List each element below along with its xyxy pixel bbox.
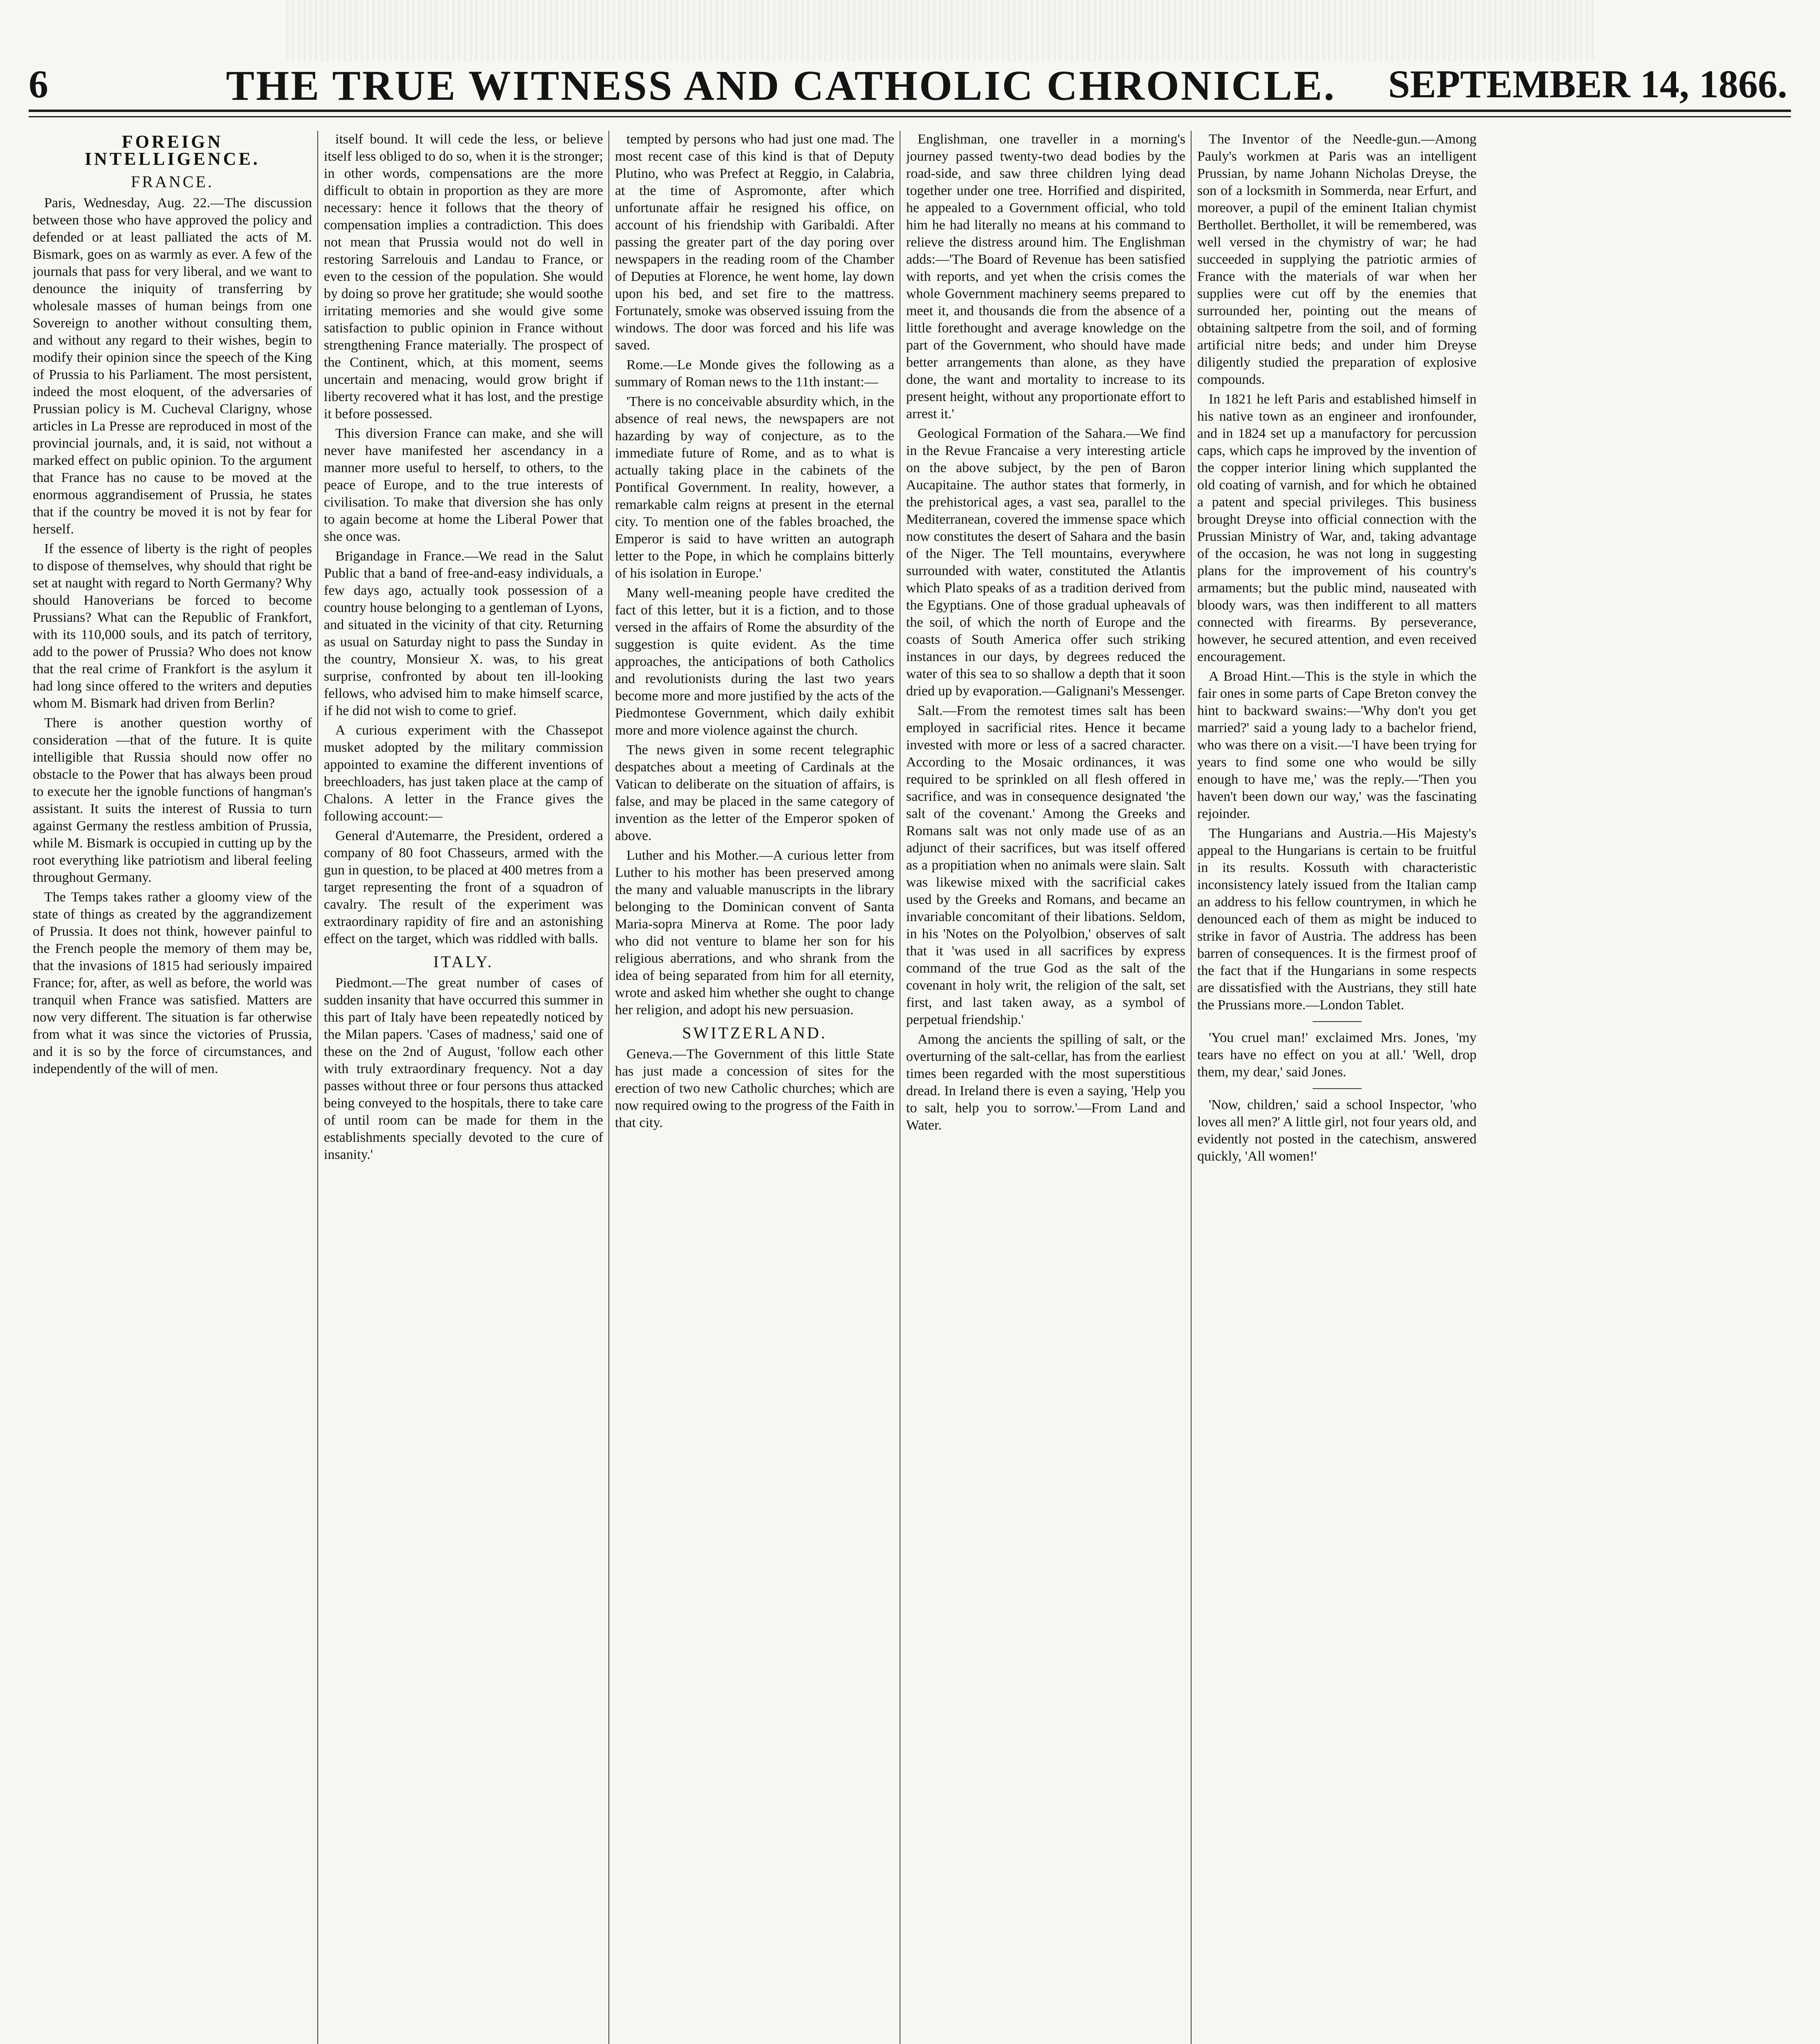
article-paragraph: Brigandage in France.—We read in the Salut Public that a band of free-and-easy individuals, a few days ago, actually took possession of a country house belonging to a gentleman of Lyons, and situated in the vicinity of that city. Returning as usual on Saturday night to pass the Sunday in the country, Monsieur X. was, to his great surprise, confronted by about ten ill-looking fellows, who advised him to make himself scarce, if he did not wish to come to grief. [324,549,603,718]
article-paragraph: Many well-meaning people have credited the fact of this letter, but it is a fiction, and to those versed in the affairs of Rome the absurdity of the suggestion is quite evident. As the time approaches, the anticipations of both Catholics and revolutionists during the last two years become more and more justified by the acts of the Piedmontese Government, which daily exhibit more and more violence against the church. [615,585,894,738]
column-separator [1191,131,1192,2044]
article-paragraph: 'You cruel man!' exclaimed Mrs. Jones, 'my tears have no effect on you at all.' 'Well, drop them, my dear,' said Jones. [1197,1030,1477,1080]
article-paragraph: If the essence of liberty is the right of peoples to dispose of themselves, why should that right be set at naught with regard to North Germany? Why should Hanoverians be forced to become Prussians? What can the Republic of Frankfort, with its 110,000 souls, and its patch of territory, add to the power of Prussia? Who does not know that the real crime of Frankfort is the asylum it had long since offered to the writers and deputies whom M. Bismark had driven from Berlin? [33,541,312,711]
issue-date: SEPTEMBER 14, 1866. [1388,62,1787,106]
column-4 [906,131,1185,2044]
article-paragraph: Paris, Wednesday, Aug. 22.—The discussion between those who have approved the policy and defended or at least palliated the acts of M. Bismark, goes on as warmly as ever. A few of the journals that pass for very liberal, and we want to denounce the iniquity of transferring by wholesale masses of human beings from one Sovereign to another without consulting them, and without any regard to their wishes, begin to modify their opinion since the speech of the King of Prussia to his Parliament. The most persistent, indeed the most eloquent, of the adversaries of Prussian policy is M. Cucheval Clarigny, whose articles in La Presse are reproduced in most of the provincial journals, and, it is said, not without a marked effect on public opinion. To the argument that France has no cause to be moved at the enormous aggrandisement of Prussia, he states that if the country be moved it is not by fear for herself. [33,195,312,537]
article-paragraph: Luther and his Mother.—A curious letter from Luther to his mother has been preserved among the many and valuable manuscripts in the library belonging to the Dominican convent of Santa Maria-sopra Minerva at Rome. The poor lady who did not venture to blame her son for his religious aberrations, and who shrank from the idea of being separated from him for all eternity, wrote and asked him whether she ought to change her religion, and adopt his new persuasion. [615,848,894,1018]
column-1 [33,131,312,2044]
newspaper-title: THE TRUE WITNESS AND CATHOLIC CHRONICLE. [226,62,1336,109]
article-divider [1313,1021,1362,1022]
article-paragraph: A Broad Hint.—This is the style in which the fair ones in some parts of Cape Breton convey the hint to backward swains:—'Why don't you get married?' said a young lady to a bachelor friend, who was there on a visit.—'I have been trying for years to find some one who would be silly enough to have me,' was the reply.—'Then you haven't been down our way,' was the fascinating rejoinder. [1197,669,1477,821]
article-paragraph: itself bound. It will cede the less, or believe itself less obliged to do so, when it is the stronger; in other words, compensations are the more difficult to obtain in proportion as they are more necessary: hence it follows that the theory of compensation implies a contradiction. This does not mean that Prussia would not do well in restoring Sarrelouis and Landau to France, or even to the cession of the population. She would by doing so prove her gratitude; she would soothe irritating memories and she would give some satisfaction to public opinion in France without strengthening France materially. The prospect of the Continent, which, at this moment, seems uncertain and menacing, would grow bright if liberty recovered what it has lost, and the prestige it before possessed. [324,132,603,421]
article-paragraph: Among the ancients the spilling of salt, or the overturning of the salt-cellar, has from the earliest times been regarded with the most superstitious dread. In Ireland there is even a saying, 'Help you to salt, help you to sorrow.'—From Land and Water. [906,1032,1185,1133]
article-paragraph: Geological Formation of the Sahara.—We find in the Revue Francaise a very interesting article on the above subject, by the pen of Baron Aucapitaine. The author states that formerly, in the prehistorical ages, a vast sea, parallel to the Mediterranean, covered the immense space which now constitutes the desert of Sahara and the basin of the Niger. The Tell mountains, everywhere surrounded with water, constituted the Atlantis which Plato speaks of as a tradition derived from the Egyptians. One of those gradual upheavals of the soil, of which the north of Europe and the coasts of South America offer such striking instances in our days, by degrees reduced the water of this sea to so shallow a depth that it soon dried up by evaporation.—Galignani's Messenger. [906,426,1185,699]
masthead-rule [29,110,1791,112]
article-paragraph: The news given in some recent telegraphic despatches about a meeting of Cardinals at the Vatican to deliberate on the situation of affairs, is false, and may be placed in the same category of invention as the letter of the Emperor spoken of above. [615,742,894,843]
section-heading: FOREIGN INTELLIGENCE. [85,132,260,169]
article-paragraph: There is another question worthy of consideration —that of the future. It is quite intelligible that Russia should now offer no obstacle to the Power that has always been proud to execute her the ignoble functions of hangman's assistant. It suits the interest of Russia to turn against Germany the restless ambition of Prussia, while M. Bismark is occupied in cutting up by the root everything like patriotism and liberal feeling throughout Germany. [33,715,312,885]
article-paragraph: tempted by persons who had just one mad. The most recent case of this kind is that of Deputy Plutino, who was Prefect at Reggio, in Calabria, at the time of Aspromonte, after which unfortunate affair he resigned his office, on account of his friendship with Garibaldi. After passing the greater part of the day poring over newspapers in the reading room of the Chamber of Deputies at Florence, he went home, lay down upon his bed, and set fire to the mattress. Fortunately, smoke was observed issuing from the windows. The door was forced and his life was saved. [615,132,894,353]
article-paragraph: A curious experiment with the Chassepot musket adopted by the military commission appointed to examine the different inventions of breechloaders, has just taken place at the camp of Chalons. A letter in the France gives the following account:— [324,723,603,824]
column-separator [317,131,318,2044]
article-paragraph: 'There is no conceivable absurdity which, in the absence of real news, the newspapers are not hazarding by way of conjecture, as to the immediate future of Rome, and as to what is actually taking place in the cabinets of the Pontifical Government. In reality, however, a remarkable calm reigns at present in the eternal city. To mention one of the fables broached, the Emperor is said to have written an autograph letter to the Pope, in which he complains bitterly of his isolation in Europe.' [615,394,894,581]
column-5 [1197,131,1477,2044]
masthead [0,61,1820,110]
article-paragraph: Piedmont.—The great number of cases of sudden insanity that have occurred this summer in this part of Italy have been repeatedly noticed by the Milan papers. 'Cases of madness,' said one of these on the 2nd of August, 'follow each other with truly extraordinary frequency. Not a day passes without three or four persons thus attacked being conveyed to the hospitals, there to take care of until room can be made for them in the establishments specially devoted to the cure of insanity.' [324,975,603,1162]
article-paragraph: In 1821 he left Paris and established himself in his native town as an engineer and ironfounder, and in 1824 set up a manufactory for percussion caps, which caps he improved by the invention of the copper interior lining which supplanted the old coating of varnish, and for which he obtained a patent and special privileges. This business brought Dreyse into official connection with the Prussian Ministry of War, and, taking advantage of the occasion, he was not long in suggesting plans for the improvement of his country's armaments; but the public mind, nauseated with bloody wars, was then indifferent to all matters connected with firearms. By perseverance, however, he secured attention, and even received encouragement. [1197,392,1477,664]
column-2 [324,131,603,2044]
article-paragraph: Geneva.—The Government of this little State has just made a concession of sites for the erection of two new Catholic churches; which are now required owing to the progress of the Faith in that city. [615,1047,894,1130]
masthead-noise [286,0,1595,61]
country-heading: ITALY. [433,953,494,971]
article-paragraph: Englishman, one traveller in a morning's journey passed twenty-two dead bodies by the road-side, and saw three children lying dead together under one tree. Horrified and dispirited, he appealed to a Government official, who told him he had literally no means at his command to relieve the distress around him. The Englishman adds:—'The Board of Revenue has been satisfied with reports, and yet when the crisis comes the whole Government machinery seems prepared to meet it, and thousands die from the absence of a little forethought and average knowledge on the part of the Government, who should have made better arrangements than alone, as they have done, the want and mortality to increase to its present height, without any proportionate effort to arrest it.' [906,132,1185,421]
column-3 [615,131,894,2044]
masthead-rule-thin [29,116,1791,117]
article-paragraph: The Temps takes rather a gloomy view of the state of things as created by the aggrandizement of Prussia. It does not think, however painful to the French people the memory of them may be, that the invasions of 1815 had seriously impaired France; for, after, as well as before, the world was tranquil when France was satisfied. Matters are now very different. The situation is far otherwise from what it was since the victories of Prussia, and it is so by the force of circumstances, and independently of the will of men. [33,890,312,1076]
article-divider [1313,1088,1362,1089]
column-separator [608,131,609,2044]
article-paragraph: 'Now, children,' said a school Inspector, 'who loves all men?' A little girl, not four years old, and evidently not posted in the catechism, answered quickly, 'All women!' [1197,1097,1477,1164]
article-paragraph: The Hungarians and Austria.—His Majesty's appeal to the Hungarians is certain to be fruitful in its results. Kossuth with characteristic inconsistency lately issued from the Italian camp an address to his fellow countrymen, in which he denounced each of them as might be induced to strike in favor of Austria. The address has been barren of consequences. It is the firmest proof of the fact that if the Hungarians in some respects are dissatisfied with the Austrians, they still hate the Prussians more.—London Tablet. [1197,826,1477,1013]
article-paragraph: Rome.—Le Monde gives the following as a summary of Roman news to the 11th instant:— [615,357,894,390]
country-heading: SWITZERLAND. [682,1024,827,1042]
article-paragraph: Salt.—From the remotest times salt has been employed in sacrificial rites. Hence it became invested with more or less of a sacred character. According to the Mosaic ordinances, it was required to be sprinkled on all flesh offered in sacrifice, and was in consequence designated 'the salt of the covenant.' Among the Greeks and Romans salt was not only made use of as an adjunct of their sacrifices, but was itself offered as a propitiation when no animals were slain. Salt was likewise mixed with the sacrificial cakes used by the Greeks and Romans, and became an invariable concomitant of their libations. Seldom, in his 'Notes on the Polyolbion,' observes of salt that it 'was used in all sacrifices by express command of the true God as the salt of the covenant in holy writ, the religion of the salt, set first, and last taken away, as a symbol of perpetual friendship.' [906,703,1185,1027]
article-paragraph: The Inventor of the Needle-gun.—Among Pauly's workmen at Paris was an intelligent Prussian, by name Johann Nicholas Dreyse, the son of a locksmith in Sommerda, near Erfurt, and moreover, a pupil of the eminent Italian chymist Berthollet. Berthollet, it will be remembered, was well versed in the chymistry of war; he had succeeded in supplying the patriotic armies of France with the materials of war when her supplies were cut off by the enemies that surrounded her, pointing out the means of obtaining saltpetre from the soil, and of forming artificial nitre beds; and under him Dreyse diligently studied the preparation of explosive compounds. [1197,132,1477,387]
article-paragraph: General d'Autemarre, the President, ordered a company of 80 foot Chasseurs, armed with the gun in question, to be placed at 400 metres from a target representing the front of a squadron of cavalry. The result of the experiment was extraordinary rapidity of fire and an astonishing effect on the target, which was riddled with balls. [324,828,603,946]
page-number: 6 [29,62,48,106]
article-paragraph: This diversion France can make, and she will never have manifested her ascendancy in a manner more useful to herself, to others, to the peace of Europe, and to the true interests of civilisation. To make that diversion she has only to again become at home the Liberal Power that she once was. [324,426,603,544]
country-heading: FRANCE. [131,173,214,191]
